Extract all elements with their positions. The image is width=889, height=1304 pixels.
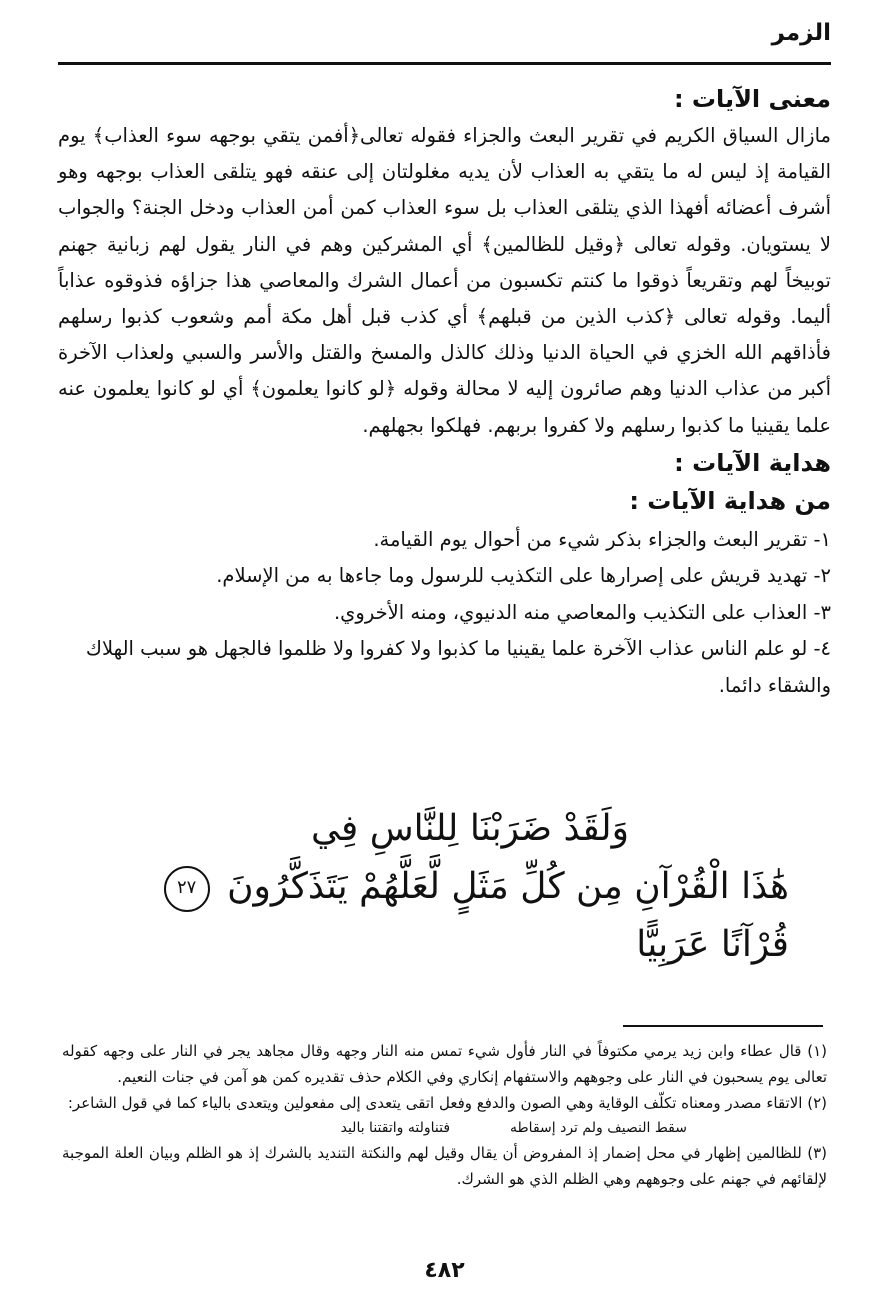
footnote-1: (١) قال عطاء وابن زيد يرمي مكتوفاً في النار فأول شيء تمس منه النار وجهه وقال مجاهد يجر في النار على وجهه كقوله تعالى يوم يسحبون في النار على وجوههم والاستفهام إنكاري وفي الكلام حذف تقديره كمن هو آمن في جنات النعيم. bbox=[62, 1042, 827, 1086]
page-number: ٤٨٢ bbox=[424, 1258, 465, 1283]
footnotes bbox=[62, 1038, 827, 1192]
verse-line-2 bbox=[100, 858, 789, 974]
footnote-3: (٣) للظالمين إظهار في محل إضمار إذ المفروض أن يقال وقيل لهم والنكتة التنديد بالشرك إذ هو الظلم وبيان العلة الموجبة لإلقائهم في جهنم على وجوههم وهي الظلم الذي هو الشرك. bbox=[62, 1144, 827, 1188]
guidance-subheading: من هداية الآيات : bbox=[629, 486, 831, 515]
guidance-item-2 bbox=[58, 558, 831, 595]
guidance-item-3 bbox=[58, 595, 831, 632]
footnote-2: (٢) الاتقاء مصدر ومعناه تكلّف الوقاية وهي الصون والدفع وفعل اتقى يتعدى إلى مفعولين ويتعدى بالياء كما في قول الشاعر: bbox=[67, 1094, 827, 1112]
guidance-item-text: تقرير البعث والجزاء بذكر شيء من أحوال يوم القيامة. bbox=[373, 527, 808, 551]
poem-verse bbox=[62, 1116, 827, 1140]
verse-line-1: وَلَقَدْ ضَرَبْنَا لِلنَّاسِ فِي bbox=[311, 808, 629, 849]
header-rule bbox=[58, 62, 831, 65]
guidance-item-4 bbox=[58, 631, 831, 704]
guidance-list bbox=[58, 522, 831, 705]
verse-line-2-start: هَٰذَا الْقُرْآنِ مِن كُلِّ مَثَلٍ لَّعَلَّهُمْ يَتَذَكَّرُونَ bbox=[227, 866, 789, 907]
guidance-item-number: ٤- bbox=[813, 637, 831, 661]
poem-hemistich-2: فتناولته واتقتنا باليد bbox=[340, 1120, 451, 1136]
ayah-number-marker: ٢٧ bbox=[164, 866, 210, 912]
guidance-heading: هداية الآيات : bbox=[674, 448, 831, 477]
footnote-separator bbox=[623, 1025, 823, 1027]
meaning-paragraph: مازال السياق الكريم في تقرير البعث والجزاء فقوله تعالى﴿أفمن يتقي بوجهه سوء العذاب﴾ يوم القيامة إذ ليس له ما يتقي به العذاب لأن يديه مغلولتان إلى عنقه فهو يتلقى العذاب بوجهه وهو أشرف أعضائه أفهذا الذي يتلقى العذاب بل سوء العذاب كمن أمن العذاب ودخل الجنة؟ والجواب لا يستويان. وقوله تعالى ﴿وقيل للظالمين﴾ أي المشركين وهم في النار يقول لهم زبانية جهنم توبيخاً لهم وتقريعاً ذوقوا ما كنتم تكسبون من أعمال الشرك والمعاصي هذا جزاؤه فذوقوه عذاباً أليما. وقوله تعالى ﴿كذب الذين من قبلهم﴾ أي كذب قبل أهل مكة أمم وشعوب كذبوا رسلهم فأذاقهم الله الخزي في الحياة الدنيا وذلك كالذل والمسخ والقتل والأسر والسبي ولعذاب الآخرة أكبر من عذاب الدنيا وهم صائرون إليه لا محالة وقوله ﴿لو كانوا يعلمون﴾ أي لو كانوا يعلمون عنه علما يقينيا ما كذبوا رسلهم ولا كفروا بربهم. فهلكوا بجهلهم. bbox=[58, 124, 831, 437]
quran-verse bbox=[100, 800, 789, 974]
guidance-item-text: العذاب على التكذيب والمعاصي منه الدنيوي، ومنه الأخروي. bbox=[333, 600, 808, 624]
guidance-item-text: لو علم الناس عذاب الآخرة علما يقينيا ما كذبوا ولا كفروا ولا ظلموا فالجهل هو سبب الهلاك والشقاء دائما. bbox=[85, 637, 831, 697]
main-content bbox=[58, 80, 831, 704]
guidance-item-number: ٢- bbox=[813, 564, 831, 588]
guidance-item-number: ٣- bbox=[813, 600, 831, 624]
guidance-item-1 bbox=[58, 522, 831, 559]
guidance-item-number: ١- bbox=[813, 527, 831, 551]
running-header-surah-name: الزمر bbox=[771, 20, 831, 46]
poem-hemistich-1: سقط النصيف ولم ترد إسقاطه bbox=[510, 1120, 687, 1136]
meaning-heading: معنى الآيات : bbox=[673, 85, 831, 113]
guidance-item-text: تهديد قريش على إصرارها على التكذيب للرسول وما جاءها به من الإسلام. bbox=[216, 564, 808, 588]
verse-line-2-end: قُرْآنًا عَرَبِيًّا bbox=[636, 924, 789, 965]
